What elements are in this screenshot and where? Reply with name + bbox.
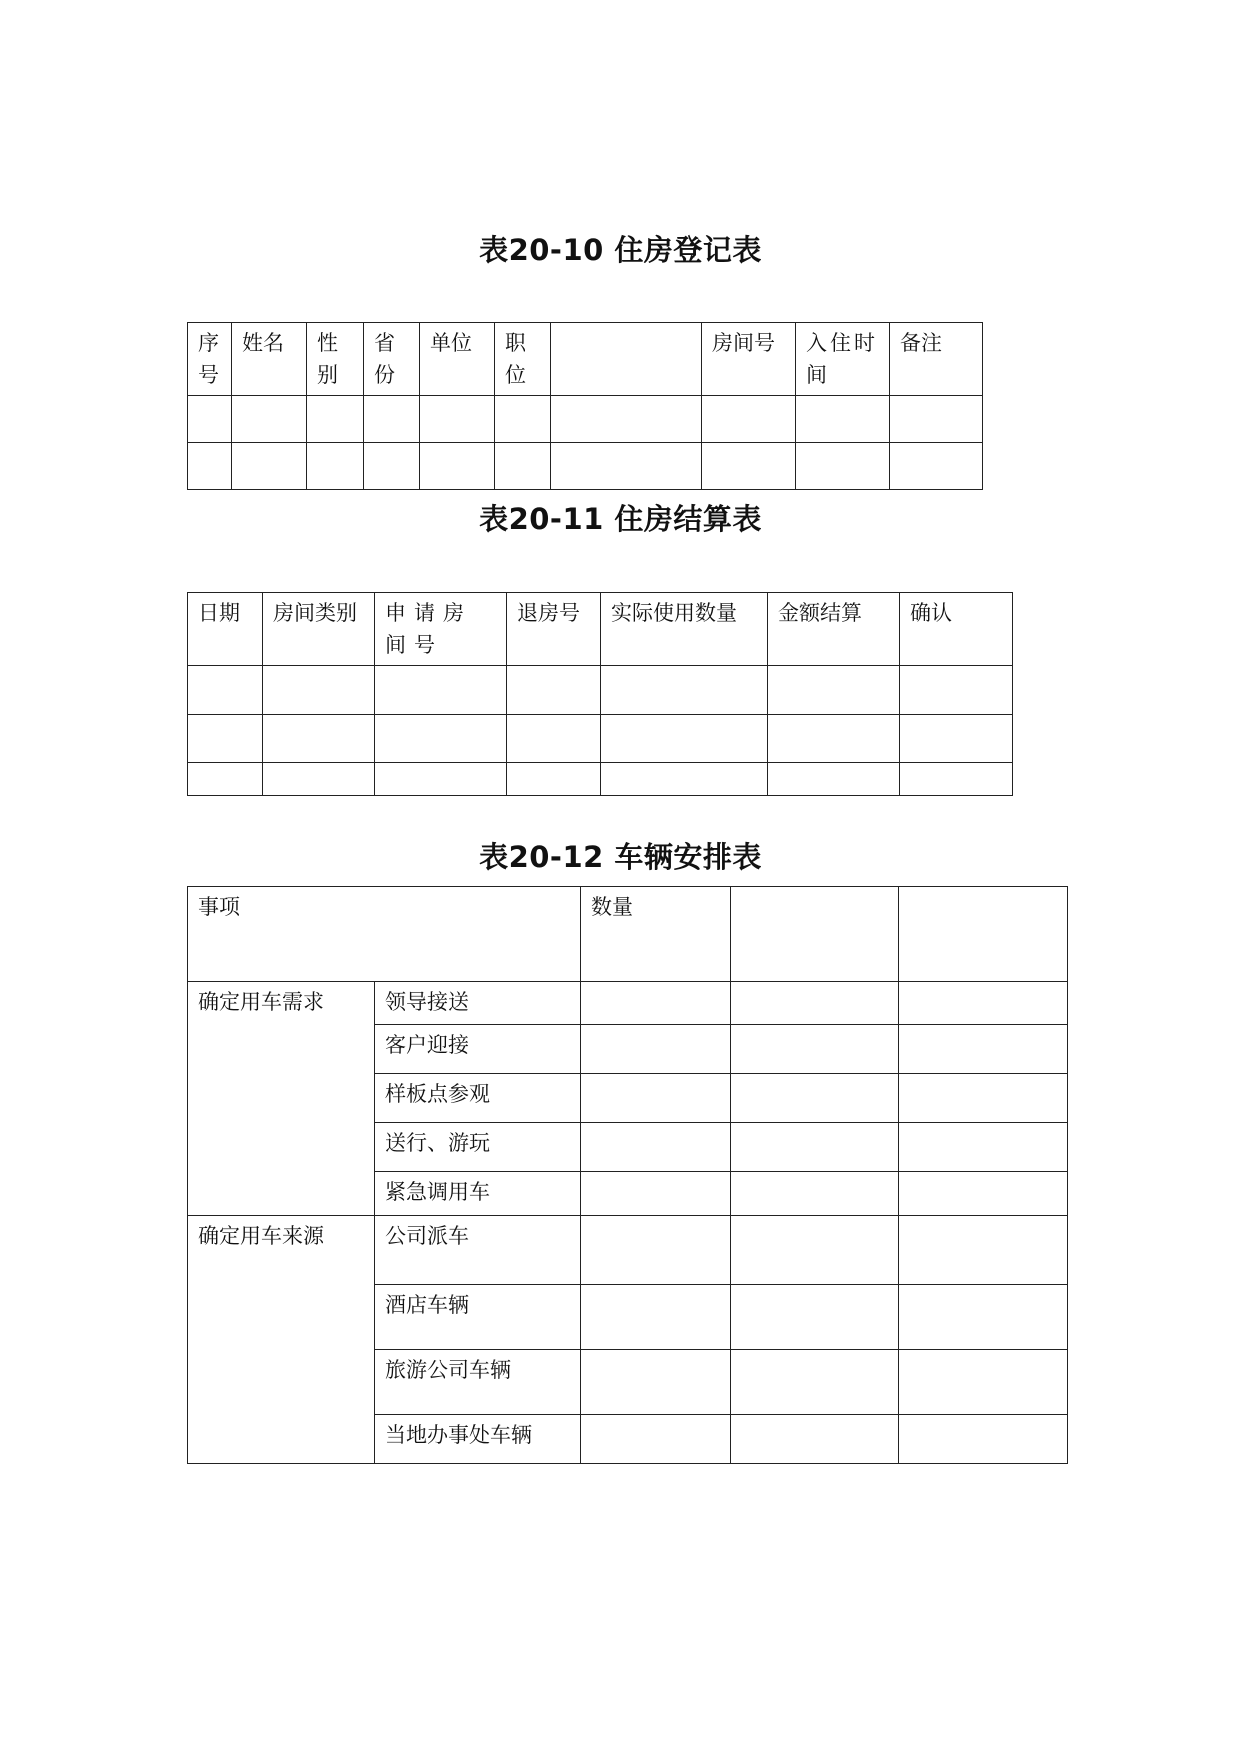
empty-cell[interactable] [232, 443, 307, 490]
empty-cell[interactable] [420, 396, 495, 443]
empty-cell[interactable] [581, 1415, 731, 1464]
header-cell: 职位 [495, 323, 551, 396]
empty-cell[interactable] [899, 1123, 1068, 1172]
empty-cell[interactable] [375, 666, 507, 715]
header-cell: 省份 [364, 323, 420, 396]
item-cell: 当地办事处车辆 [375, 1415, 581, 1464]
header-cell: 入住时间 [796, 323, 890, 396]
empty-cell[interactable] [188, 666, 263, 715]
table-header-row [188, 593, 1013, 666]
table2-title: 表20-11 住房结算表 [479, 502, 762, 536]
empty-cell[interactable] [551, 443, 702, 490]
empty-cell[interactable] [702, 396, 796, 443]
empty-cell[interactable] [420, 443, 495, 490]
empty-cell[interactable] [899, 1350, 1068, 1415]
empty-cell[interactable] [263, 763, 375, 796]
empty-cell[interactable] [731, 1285, 899, 1350]
empty-cell[interactable] [375, 763, 507, 796]
header-cell: 姓名 [232, 323, 307, 396]
empty-cell[interactable] [796, 443, 890, 490]
empty-cell[interactable] [581, 1123, 731, 1172]
empty-cell[interactable] [581, 982, 731, 1025]
table-row [188, 1216, 1068, 1285]
header-cell: 申请房间号 [375, 593, 507, 666]
table-row [188, 715, 1013, 763]
table-header-row [188, 887, 1068, 982]
empty-cell[interactable] [890, 443, 983, 490]
empty-cell[interactable] [900, 763, 1013, 796]
empty-cell[interactable] [899, 1074, 1068, 1123]
empty-cell[interactable] [601, 666, 768, 715]
table-row [188, 443, 983, 490]
table-row [188, 666, 1013, 715]
empty-cell[interactable] [731, 1350, 899, 1415]
empty-cell[interactable] [581, 1350, 731, 1415]
empty-cell[interactable] [796, 396, 890, 443]
header-cell: 确认 [900, 593, 1013, 666]
empty-cell[interactable] [900, 715, 1013, 763]
table3-title: 表20-12 车辆安排表 [479, 840, 762, 874]
empty-cell[interactable] [188, 715, 263, 763]
empty-cell[interactable] [581, 1074, 731, 1123]
empty-cell[interactable] [890, 396, 983, 443]
table-row [188, 982, 1068, 1025]
empty-cell[interactable] [507, 715, 601, 763]
empty-cell[interactable] [307, 443, 364, 490]
empty-cell[interactable] [581, 1172, 731, 1216]
empty-cell[interactable] [601, 763, 768, 796]
header-cell: 性别 [307, 323, 364, 396]
table-header-row [188, 323, 983, 396]
empty-cell[interactable] [731, 1025, 899, 1074]
empty-cell[interactable] [768, 666, 900, 715]
group-label-cell: 确定用车需求 [188, 982, 375, 1216]
header-cell: 实际使用数量 [601, 593, 768, 666]
empty-cell[interactable] [581, 1025, 731, 1074]
empty-cell[interactable] [899, 982, 1068, 1025]
header-cell: 日期 [188, 593, 263, 666]
item-cell: 样板点参观 [375, 1074, 581, 1123]
header-cell: 房间号 [702, 323, 796, 396]
empty-cell[interactable] [731, 887, 899, 982]
header-cell: 房间类别 [263, 593, 375, 666]
empty-cell[interactable] [188, 443, 232, 490]
header-item-cell: 事项 [188, 887, 581, 982]
empty-cell[interactable] [899, 1172, 1068, 1216]
item-cell: 酒店车辆 [375, 1285, 581, 1350]
item-cell: 送行、游玩 [375, 1123, 581, 1172]
item-cell: 紧急调用车 [375, 1172, 581, 1216]
empty-cell[interactable] [731, 1172, 899, 1216]
group-label-cell: 确定用车来源 [188, 1216, 375, 1464]
item-cell: 公司派车 [375, 1216, 581, 1285]
empty-cell[interactable] [364, 396, 420, 443]
empty-cell[interactable] [900, 666, 1013, 715]
item-cell: 旅游公司车辆 [375, 1350, 581, 1415]
empty-cell[interactable] [899, 1415, 1068, 1464]
empty-cell[interactable] [731, 1123, 899, 1172]
header-cell: 单位 [420, 323, 495, 396]
header-cell: 金额结算 [768, 593, 900, 666]
header-cell: 备注 [890, 323, 983, 396]
empty-cell[interactable] [495, 443, 551, 490]
empty-cell[interactable] [601, 715, 768, 763]
empty-cell[interactable] [731, 982, 899, 1025]
header-cell [551, 323, 702, 396]
empty-cell[interactable] [768, 763, 900, 796]
empty-cell[interactable] [263, 715, 375, 763]
empty-cell[interactable] [581, 1216, 731, 1285]
empty-cell[interactable] [188, 396, 232, 443]
header-cell: 退房号 [507, 593, 601, 666]
empty-cell[interactable] [581, 1285, 731, 1350]
empty-cell[interactable] [188, 763, 263, 796]
housing-registration-table [187, 322, 983, 490]
housing-settlement-table [187, 592, 1013, 796]
empty-cell[interactable] [375, 715, 507, 763]
empty-cell[interactable] [731, 1074, 899, 1123]
empty-cell[interactable] [899, 1025, 1068, 1074]
empty-cell[interactable] [495, 396, 551, 443]
empty-cell[interactable] [731, 1415, 899, 1464]
empty-cell[interactable] [768, 715, 900, 763]
header-cell: 序号 [188, 323, 232, 396]
table-row [188, 763, 1013, 796]
item-cell: 领导接送 [375, 982, 581, 1025]
empty-cell[interactable] [232, 396, 307, 443]
item-cell: 客户迎接 [375, 1025, 581, 1074]
header-qty-cell: 数量 [581, 887, 731, 982]
table1-title: 表20-10 住房登记表 [479, 233, 762, 267]
empty-cell[interactable] [507, 763, 601, 796]
empty-cell[interactable] [899, 1285, 1068, 1350]
empty-cell[interactable] [263, 666, 375, 715]
empty-cell[interactable] [899, 887, 1068, 982]
table-row [188, 396, 983, 443]
empty-cell[interactable] [899, 1216, 1068, 1285]
empty-cell[interactable] [702, 443, 796, 490]
vehicle-arrangement-table [187, 886, 1068, 1464]
empty-cell[interactable] [731, 1216, 899, 1285]
empty-cell[interactable] [507, 666, 601, 715]
empty-cell[interactable] [364, 443, 420, 490]
empty-cell[interactable] [551, 396, 702, 443]
empty-cell[interactable] [307, 396, 364, 443]
